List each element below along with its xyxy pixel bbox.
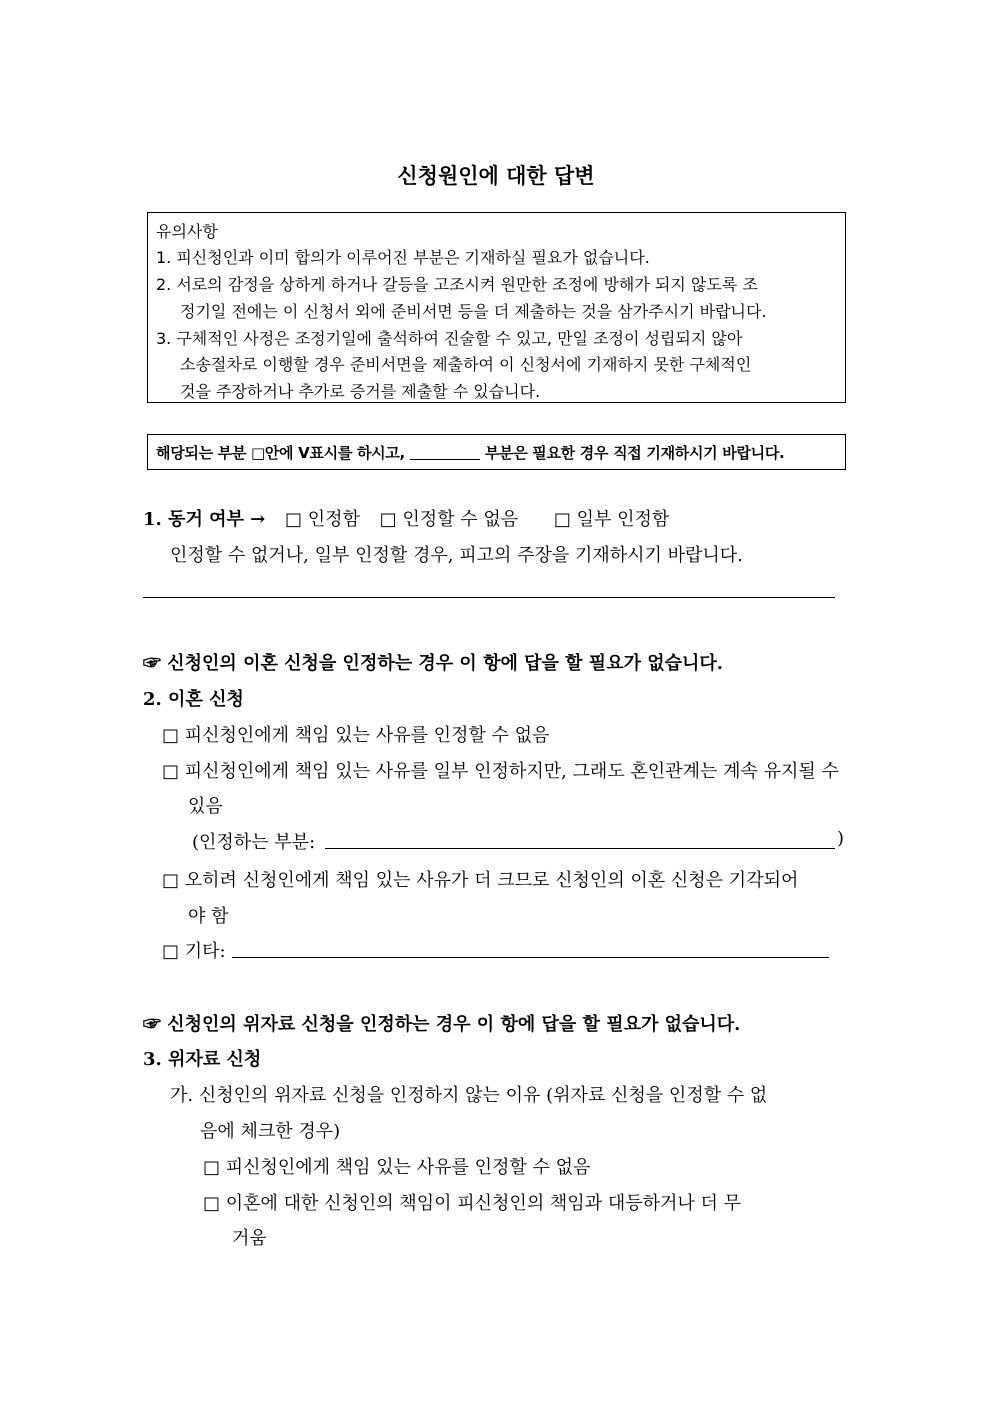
divorce-option-3-cont: 야 함 [188, 906, 229, 927]
notice-heading: 유의사항 [156, 222, 218, 241]
section2-heading: 2. 이혼 신청 [143, 689, 244, 710]
cohabitation-option-admit[interactable]: □ 인정함 [284, 509, 360, 530]
instruction-part-1: 해당되는 부분 □안에 V표시를 하시고, [156, 444, 405, 462]
alimony-option-1[interactable]: □ 피신청인에게 책임 있는 사유를 인정할 수 없음 [203, 1157, 591, 1178]
section1-heading: 1. 동거 여부 → [143, 509, 266, 530]
instruction-text [156, 442, 784, 463]
section1-note: 인정할 수 없거나, 일부 인정할 경우, 피고의 주장을 기재하시기 바랍니다. [170, 545, 743, 566]
section3-heading: 3. 위자료 신청 [143, 1049, 262, 1070]
cohabitation-option-deny[interactable]: □ 인정할 수 없음 [379, 509, 519, 530]
page-title: 신청원인에 대한 답변 [397, 164, 595, 188]
divorce-option-2[interactable]: □ 피신청인에게 책임 있는 사유를 일부 인정하지만, 그래도 혼인관계는 계속 유지될 수 [162, 761, 839, 782]
divorce-option-2-cont: 있음 [188, 796, 223, 817]
notice-line-3-cont2: 것을 주장하거나 추가로 증거를 제출할 수 있습니다. [180, 382, 541, 401]
section3-pointer: ☞ 신청인의 위자료 신청을 인정하는 경우 이 항에 답을 할 필요가 없습니다. [143, 1014, 741, 1035]
section2-pointer: ☞ 신청인의 이혼 신청을 인정하는 경우 이 항에 답을 할 필요가 없습니다. [143, 653, 724, 674]
alimony-option-2[interactable]: □ 이혼에 대한 신청인의 책임이 피신청인의 책임과 대등하거나 더 무 [203, 1193, 741, 1214]
notice-line-1: 1. 피신청인과 이미 합의가 이루어진 부분은 기재하실 필요가 없습니다. [156, 248, 650, 267]
section3-sub-a: 가. 신청인의 위자료 신청을 인정하지 않는 이유 (위자료 신청을 인정할 수 없 [170, 1085, 768, 1106]
cohabitation-option-partial[interactable]: □ 일부 인정함 [553, 509, 670, 530]
divorce-option-1[interactable]: □ 피신청인에게 책임 있는 사유를 인정할 수 없음 [162, 725, 550, 746]
notice-line-3-cont: 소송절차로 이행할 경우 준비서면을 제출하여 이 신청서에 기재하지 못한 구체적인 [180, 355, 752, 374]
instruction-blank [410, 445, 480, 460]
divorce-option-2-sub-label: (인정하는 부분: [192, 832, 316, 853]
other-input[interactable] [232, 957, 829, 958]
admitted-part-input[interactable] [325, 848, 835, 849]
divorce-option-2-sub-close: ) [837, 828, 845, 849]
divorce-option-other[interactable]: □ 기타: [162, 941, 226, 962]
notice-line-2: 2. 서로의 감정을 상하게 하거나 갈등을 고조시켜 원만한 조정에 방해가 되지 않도록 조 [156, 275, 758, 294]
section1-answer-line[interactable] [143, 597, 835, 598]
notice-line-3: 3. 구체적인 사정은 조정기일에 출석하여 진술할 수 있고, 만일 조정이 성립되지 않아 [156, 329, 743, 348]
alimony-option-2-cont: 거움 [232, 1228, 267, 1249]
notice-line-2-cont: 정기일 전에는 이 신청서 외에 준비서면 등을 더 제출하는 것을 삼가주시기 바랍니다. [180, 302, 767, 321]
section1-row [143, 505, 669, 531]
divorce-option-3[interactable]: □ 오히려 신청인에게 책임 있는 사유가 더 크므로 신청인의 이혼 신청은 기각되어 [162, 870, 799, 891]
instruction-part-2: 부분은 필요한 경우 직접 기재하시기 바랍니다. [484, 444, 785, 462]
section3-sub-a-cont: 음에 체크한 경우) [200, 1121, 341, 1142]
